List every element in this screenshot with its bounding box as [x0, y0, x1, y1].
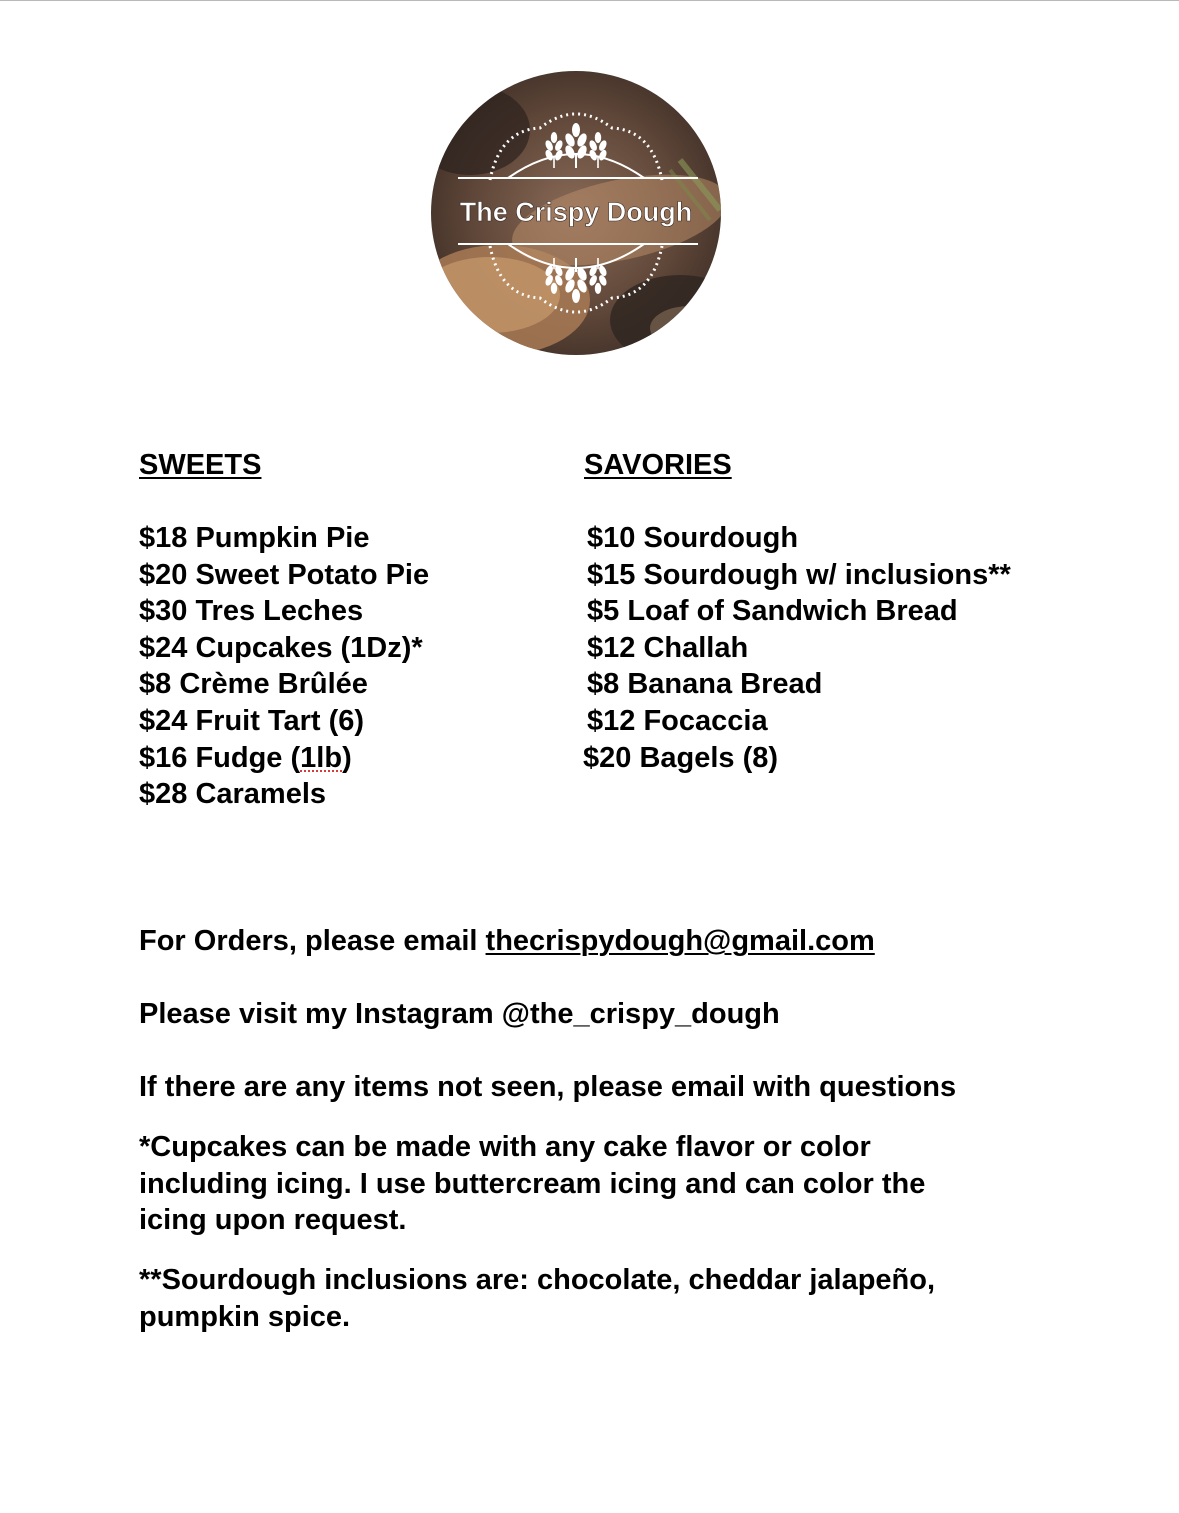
email-link[interactable]: thecrispydough@gmail.com	[485, 925, 875, 957]
cupcakes-note	[139, 1129, 925, 1239]
menu-item: $12 Challah	[587, 631, 749, 664]
menu-item: $20 Sweet Potato Pie	[139, 558, 430, 591]
menu-item: $8 Crème Brûlée	[139, 668, 368, 701]
menu-item: $10 Sourdough	[587, 522, 799, 554]
note-line: pumpkin spice.	[139, 1300, 351, 1333]
spellcheck-word: 1lb	[300, 741, 343, 774]
savories-heading: SAVORIES	[584, 449, 732, 481]
menu-item: $30 Tres Leches	[139, 595, 364, 628]
questions-line: If there are any items not seen, please email with questions	[139, 1071, 957, 1103]
savories-list	[583, 520, 1011, 776]
menu-item: $15 Sourdough w/ inclusions**	[587, 558, 1011, 591]
logo-text: The Crispy Dough	[459, 197, 693, 227]
note-line: **Sourdough inclusions are: chocolate, cheddar jalapeño,	[139, 1264, 936, 1296]
menu-item: $8 Banana Bread	[587, 668, 823, 701]
note-line: icing upon request.	[139, 1204, 407, 1236]
note-line: including icing. I use buttercream icing and can color the	[139, 1167, 926, 1200]
menu-item: $24 Fruit Tart (6)	[139, 704, 365, 737]
menu-item: $16 Fudge (1lb)	[139, 741, 352, 774]
menu-item: $20 Bagels (8)	[583, 741, 779, 774]
menu-item: $5 Loaf of Sandwich Bread	[587, 595, 958, 628]
top-border-line	[0, 0, 1179, 1]
instagram-line: Please visit my Instagram @the_crispy_dough	[139, 998, 780, 1030]
orders-line	[139, 923, 875, 960]
sourdough-note	[139, 1262, 935, 1335]
menu-item: $28 Caramels	[139, 778, 327, 811]
menu-item: $24 Cupcakes (1Dz)*	[139, 631, 423, 664]
note-line: *Cupcakes can be made with any cake flavor or color	[139, 1131, 871, 1163]
menu-item: $18 Pumpkin Pie	[139, 522, 370, 554]
sweets-heading: SWEETS	[139, 449, 262, 481]
menu-item: $12 Focaccia	[587, 704, 768, 737]
sweets-list	[139, 520, 429, 813]
orders-text: For Orders, please email	[139, 925, 486, 957]
bakery-logo	[430, 70, 722, 356]
